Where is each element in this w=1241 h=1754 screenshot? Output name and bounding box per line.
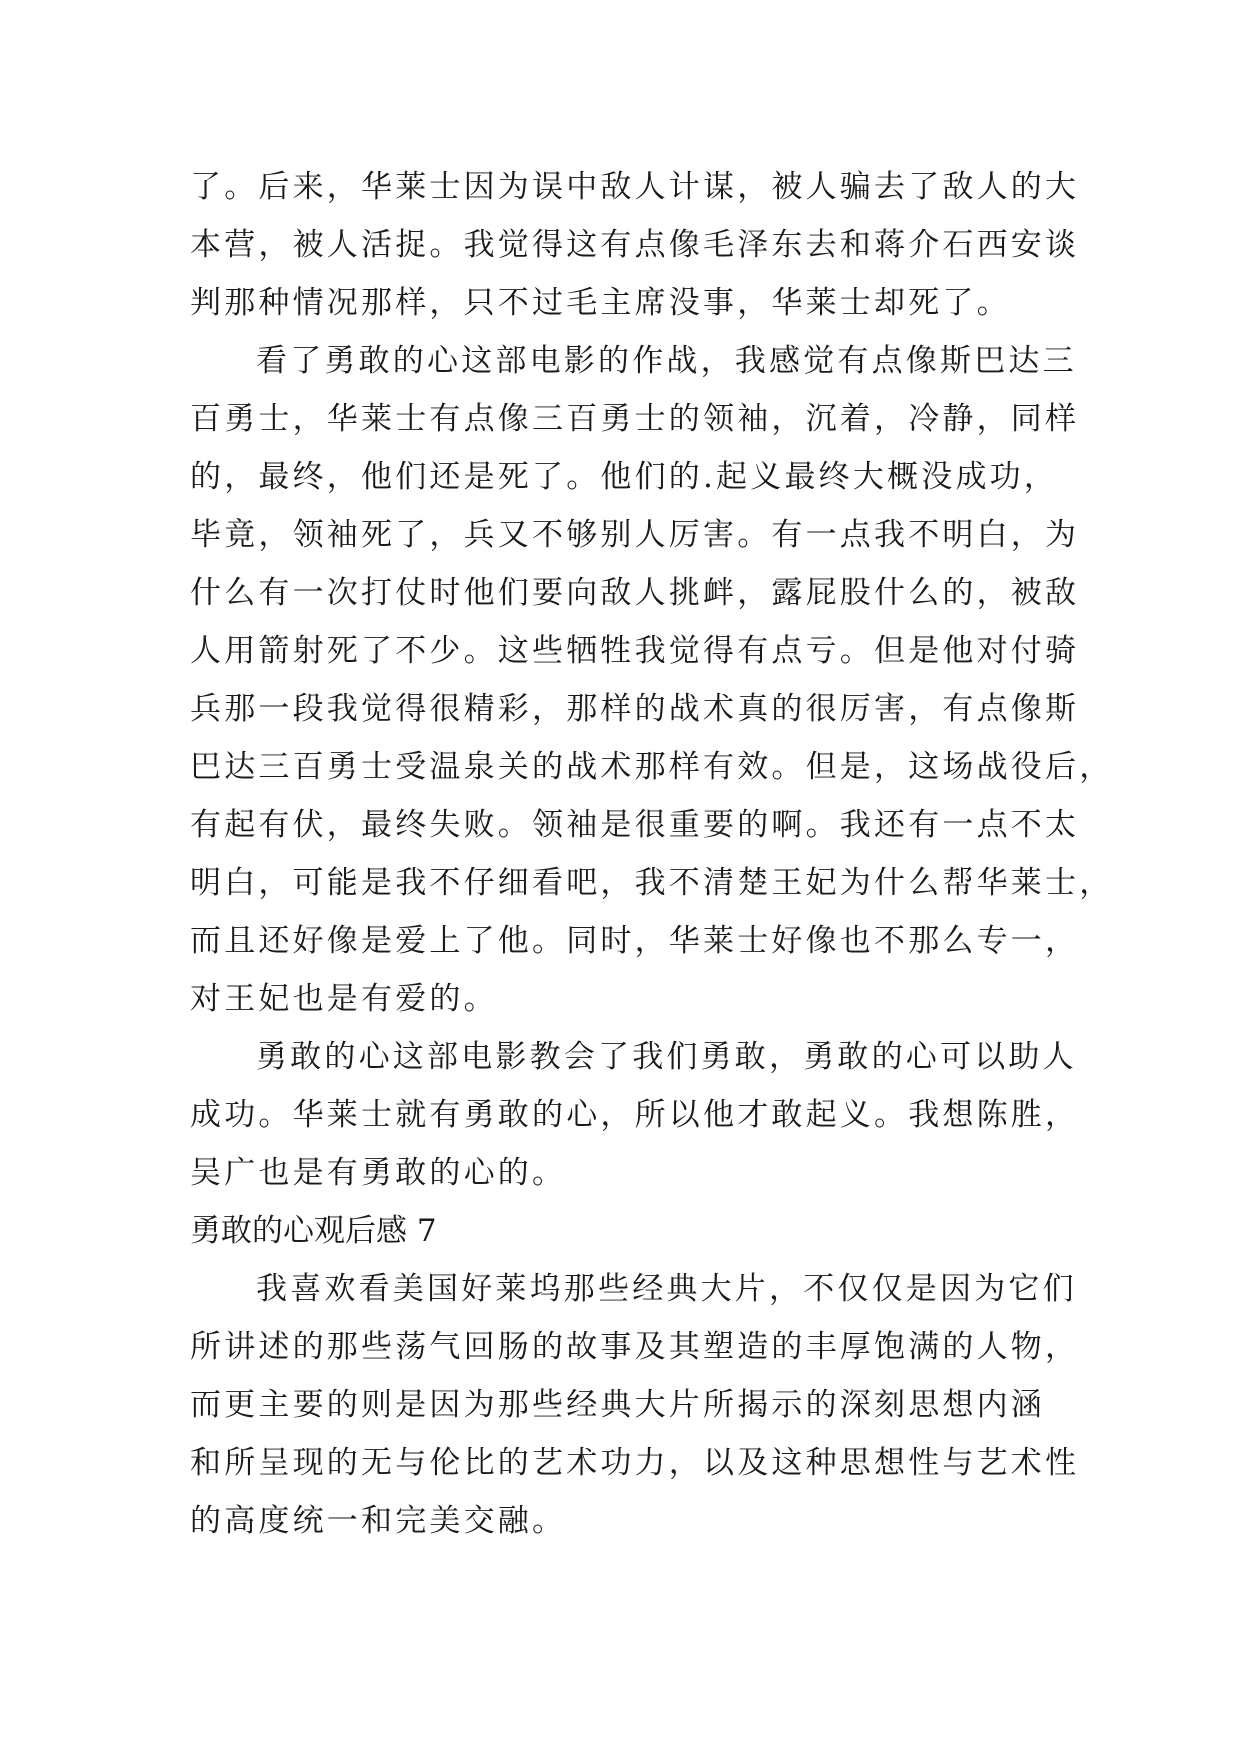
- paragraph-2-line-9: 有起有伏，最终失败。领袖是很重要的啊。我还有一点不太: [190, 807, 1080, 843]
- paragraph-4-line-4: 和所呈现的无与伦比的艺术功力，以及这种思想性与艺术性: [190, 1445, 1080, 1481]
- paragraph-3-line-1: 勇敢的心这部电影教会了我们勇敢，勇敢的心可以助人: [256, 1039, 1077, 1075]
- paragraph-4-line-2: 所讲述的那些荡气回肠的故事及其塑造的丰厚饱满的人物，: [190, 1329, 1080, 1365]
- paragraph-2-line-12: 对王妃也是有爱的。: [190, 981, 498, 1017]
- paragraph-2-line-1: 看了勇敢的心这部电影的作战，我感觉有点像斯巴达三: [256, 343, 1077, 379]
- paragraph-2-line-4: 毕竟，领袖死了，兵又不够别人厉害。有一点我不明白，为: [190, 517, 1080, 553]
- paragraph-2-line-8: 巴达三百勇士受温泉关的战术那样有效。但是，这场战役后，: [190, 749, 1114, 785]
- document-body: [190, 158, 1114, 1550]
- paragraph-1-line-1: 了。后来，华莱士因为误中敌人计谋，被人骗去了敌人的大: [190, 169, 1080, 205]
- paragraph-3-line-3: 吴广也是有勇敢的心的。: [190, 1155, 567, 1191]
- paragraph-4-line-3: 而更主要的则是因为那些经典大片所揭示的深刻思想内涵: [190, 1387, 1045, 1423]
- paragraph-1-line-2: 本营，被人活捉。我觉得这有点像毛泽东去和蒋介石西安谈: [190, 227, 1080, 263]
- paragraph-4-line-5: 的高度统一和完美交融。: [190, 1503, 567, 1539]
- paragraph-2-line-7: 兵那一段我觉得很精彩，那样的战术真的很厉害，有点像斯: [190, 691, 1080, 727]
- paragraph-2-line-6: 人用箭射死了不少。这些牺牲我觉得有点亏。但是他对付骑: [190, 633, 1080, 669]
- paragraph-2-line-11: 而且还好像是爱上了他。同时，华莱士好像也不那么专一，: [190, 923, 1080, 959]
- paragraph-1-line-3: 判那种情况那样，只不过毛主席没事，华莱士却死了。: [190, 285, 1011, 321]
- paragraph-2-line-3: 的，最终，他们还是死了。他们的.起义最终大概没成功，: [190, 459, 1059, 495]
- paragraph-2-line-10: 明白，可能是我不仔细看吧，我不清楚王妃为什么帮华莱士，: [190, 865, 1114, 901]
- paragraph-2-line-2: 百勇士，华莱士有点像三百勇士的领袖，沉着，冷静，同样: [190, 401, 1080, 437]
- paragraph-3-line-2: 成功。华莱士就有勇敢的心，所以他才敢起义。我想陈胜，: [190, 1097, 1080, 1133]
- section-heading: 勇敢的心观后感 7: [190, 1213, 437, 1249]
- paragraph-2-line-5: 什么有一次打仗时他们要向敌人挑衅，露屁股什么的，被敌: [190, 575, 1080, 611]
- paragraph-4-line-1: 我喜欢看美国好莱坞那些经典大片，不仅仅是因为它们: [256, 1271, 1077, 1307]
